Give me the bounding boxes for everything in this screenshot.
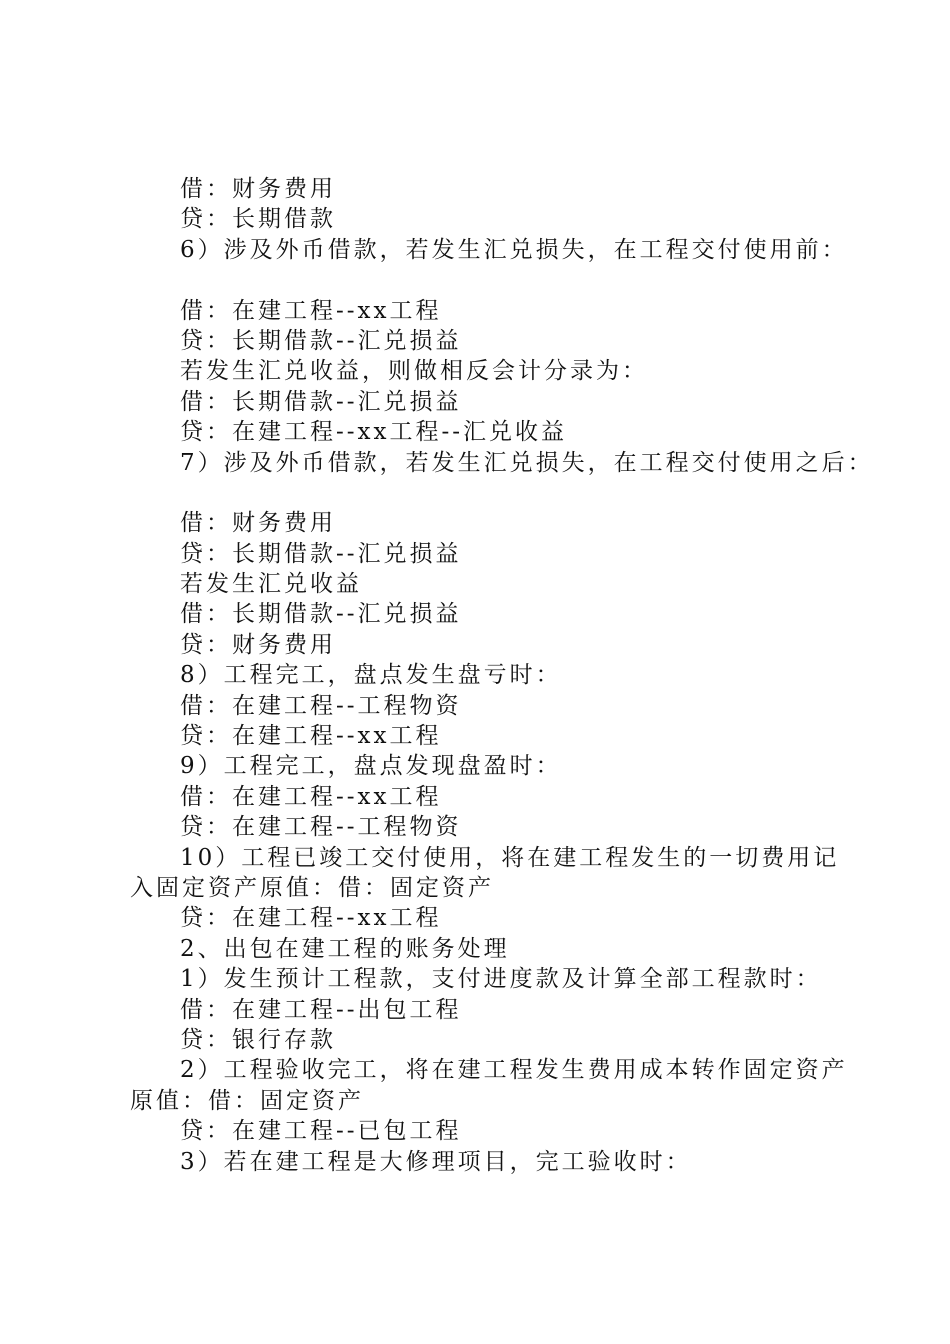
text-line: 借：长期借款--汇兑损益 [180,388,462,415]
text-line: 若发生汇兑收益，则做相反会计分录为： [180,358,648,385]
document-body [130,174,874,1177]
text-line: 贷：在建工程--xx工程 [180,723,442,750]
text-line: 贷：在建工程--工程物资 [180,814,462,841]
text-line: 借：在建工程--xx工程 [180,297,442,324]
text-line: 贷：长期借款--汇兑损益 [180,540,462,567]
text-line: 1）发生预计工程款，支付进度款及计算全部工程款时： [180,966,822,993]
text-line: 8）工程完工，盘点发生盘亏时： [180,662,562,689]
text-line: 贷：在建工程--xx工程 [180,905,442,932]
text-line: 借：财务费用 [180,176,336,202]
section-heading: 2、出包在建工程的账务处理 [180,935,510,962]
text-line: 借：在建工程--xx工程 [180,783,442,810]
text-line: 借：财务费用 [180,510,336,537]
blank-line [130,478,850,508]
text-line: 7）涉及外币借款，若发生汇兑损失，在工程交付使用之后： [180,449,874,476]
text-line: 6）涉及外币借款，若发生汇兑损失，在工程交付使用前： [180,236,848,263]
text-line-continued: 入固定资产原值：借：固定资产 [130,874,494,901]
text-line: 借：在建工程--工程物资 [180,692,462,719]
text-line: 若发生汇兑收益 [180,571,362,598]
text-line: 贷：在建工程--已包工程 [180,1118,462,1145]
blank-line [130,265,850,295]
text-line: 借：在建工程--出包工程 [180,996,462,1023]
text-line: 2）工程验收完工，将在建工程发生费用成本转作固定资产 [180,1057,848,1084]
text-line: 贷：长期借款--汇兑损益 [180,327,462,354]
text-line: 借：长期借款--汇兑损益 [180,601,462,628]
text-line-continued: 原值：借：固定资产 [130,1087,364,1114]
text-line: 贷：银行存款 [180,1026,336,1053]
text-line: 贷：在建工程--xx工程--汇兑收益 [180,419,568,446]
text-line: 贷：财务费用 [180,631,336,658]
text-line: 9）工程完工，盘点发现盘盈时： [180,753,562,780]
text-line: 10）工程已竣工交付使用，将在建工程发生的一切费用记 [180,844,840,871]
text-line: 贷：长期借款 [180,206,336,233]
text-line: 3）若在建工程是大修理项目，完工验收时： [180,1148,692,1175]
